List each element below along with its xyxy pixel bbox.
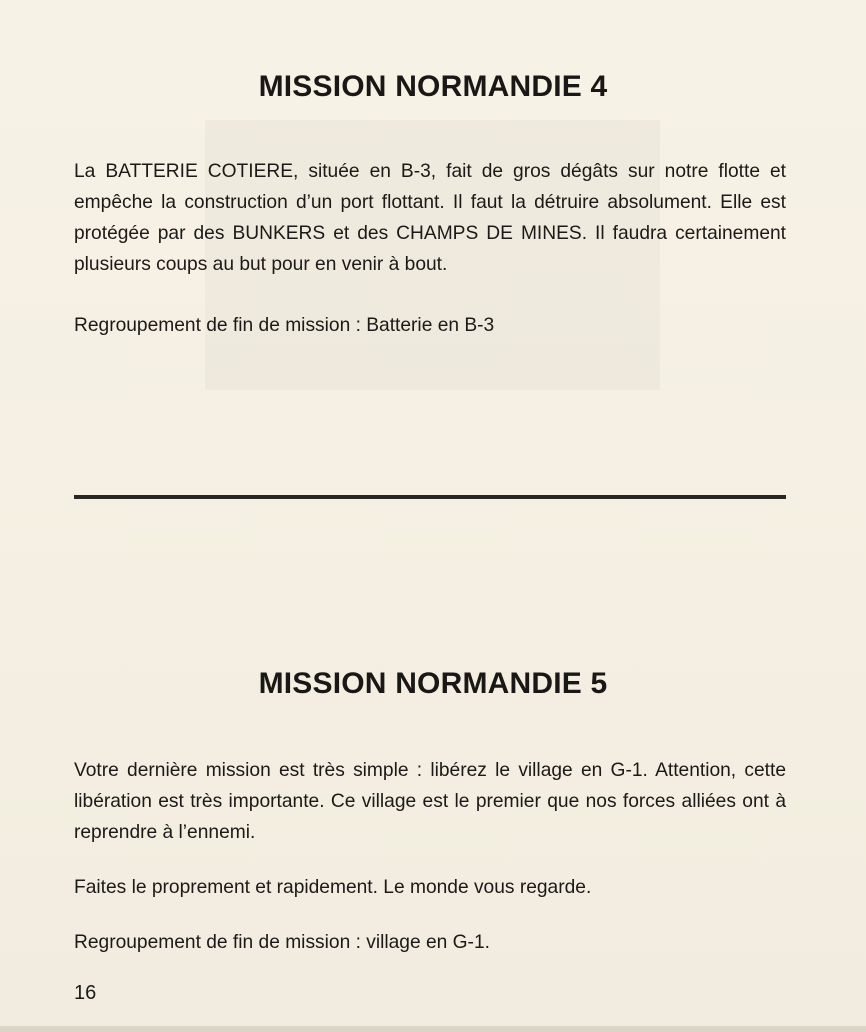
mission-4-description: La BATTERIE COTIERE, située en B-3, fait de gros dégâts sur notre flotte et empêche la construction d’un port flottant. Il faut la détruire absolument. Elle est protégée par des BUNKERS et des CHAMPS DE MINES. Il faudra certainement plusieurs coups au but pour en venir à bout. <box>74 161 786 275</box>
mission-5-description: Votre dernière mission est très simple : libérez le village en G-1. Attention, cette libération est très importante. Ce village est le premier que nos forces alliées ont à reprendre à l’ennemi. <box>74 760 786 843</box>
mission-4-regroupement: Regroupement de fin de mission : Batterie en B-3 <box>74 315 495 336</box>
section-divider <box>74 495 786 499</box>
mission-5-heading: MISSION NORMANDIE 5 <box>258 667 608 700</box>
mission-4-heading: MISSION NORMANDIE 4 <box>258 70 608 103</box>
page-number: 16 <box>74 982 97 1004</box>
page-bottom-edge <box>0 1026 866 1032</box>
mission-5-regroupement: Regroupement de fin de mission : village en G-1. <box>74 932 490 953</box>
mission-5-instruction: Faites le proprement et rapidement. Le monde vous regarde. <box>74 877 592 898</box>
